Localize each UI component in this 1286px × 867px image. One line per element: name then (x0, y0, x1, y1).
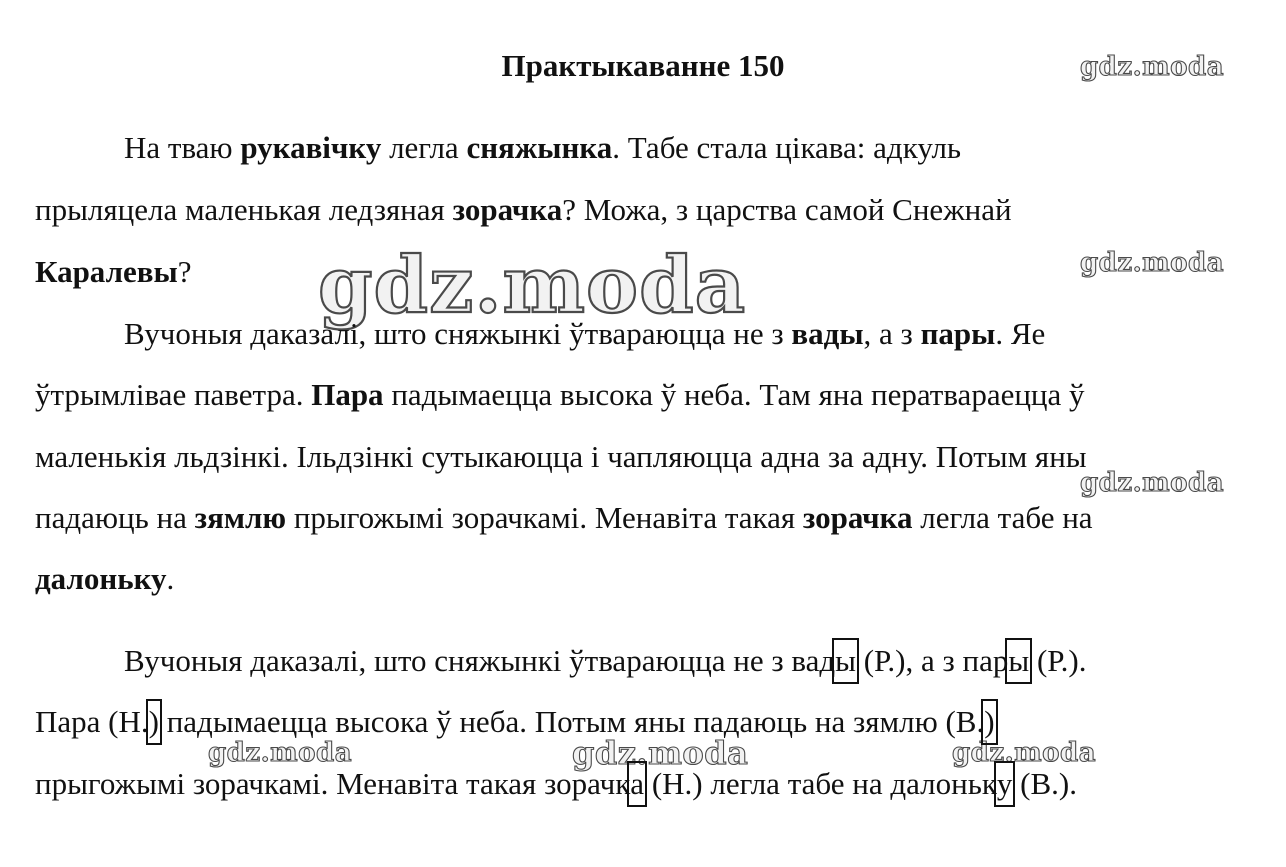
text-run: маленькія льдзінкі. Ільдзінкі сутыкаюцца і чапляюцца адна за адну. Потым яны (35, 439, 1087, 474)
ending-box: у (997, 764, 1013, 804)
text-run: (Р.). (1029, 643, 1087, 678)
text-run: Вучоныя даказалі, што сняжынкі ўтвараюцца не з (124, 316, 792, 351)
text-run: На тваю (124, 130, 241, 165)
paragraph-2-line-1 (124, 314, 1045, 354)
bold-word: пары (920, 316, 996, 351)
watermark-logo: gdz.moda (1080, 248, 1225, 278)
text-run: (В.). (1012, 766, 1077, 801)
bold-word: зямлю (194, 500, 287, 535)
watermark-logo: gdz.moda (208, 738, 353, 768)
bold-word: зорачка (452, 192, 563, 227)
paragraph-1-line-1 (124, 128, 961, 168)
paragraph-1-line-2 (35, 190, 1012, 230)
text-run: ? (177, 254, 192, 289)
bold-word: рукавічку (240, 130, 382, 165)
bold-word: далоньку (35, 561, 167, 596)
text-run: ўтрымлівае паветра. (35, 377, 312, 412)
text-run: (Р.), а з пар (855, 643, 1009, 678)
ending-box: ы (835, 641, 856, 681)
text-run: прыгожымі зорачкамі. Менавіта такая (286, 500, 803, 535)
paragraph-1-line-3 (35, 252, 191, 292)
bold-word: Пара (311, 377, 384, 412)
text-run: Вучоныя даказалі, што сняжынкі ўтвараюцца не з вад (124, 643, 836, 678)
paragraph-2-line-5 (35, 559, 174, 599)
text-run: падымаецца высока ў неба. Потым яны падаюць на зямлю (В (158, 704, 977, 739)
page-title: Практыкаванне 150 (501, 48, 785, 83)
text-run: . Яе (995, 316, 1046, 351)
ending-box: ) (984, 702, 994, 742)
bold-word: Каралевы (35, 254, 178, 289)
text-run: (Н.) легла табе на далоньк (644, 766, 997, 801)
text-run: падымаецца высока ў неба. Там яна ператвараецца ў (383, 377, 1085, 412)
text-run: . (166, 561, 175, 596)
bold-word: зорачка (802, 500, 913, 535)
text-run: . (976, 704, 985, 739)
text-run: падаюць на (35, 500, 195, 535)
ending-box: а (630, 764, 644, 804)
text-run: , а з (863, 316, 921, 351)
text-run: легла табе на (912, 500, 1093, 535)
watermark-logo: gdz.moda (1080, 52, 1225, 82)
bold-word: вады (791, 316, 864, 351)
ending-box: ) (149, 702, 159, 742)
text-run: ? Можа, з царства самой Снежнай (562, 192, 1012, 227)
bold-word: сняжынка (466, 130, 613, 165)
text-run: прыляцела маленькая ледзяная (35, 192, 453, 227)
text-run: . Табе стала цікава: адкуль (612, 130, 962, 165)
text-run: Пара (Н. (35, 704, 149, 739)
paragraph-3-line-1 (124, 641, 1086, 681)
text-run: легла (381, 130, 467, 165)
paragraph-2-line-4 (35, 498, 1093, 538)
ending-box: ы (1008, 641, 1029, 681)
paragraph-3-line-3 (35, 764, 1077, 804)
text-run: прыгожымі зорачкамі. Менавіта такая зорачк (35, 766, 631, 801)
watermark-logo: gdz.moda (952, 738, 1097, 768)
paragraph-3-line-2 (35, 702, 995, 742)
watermark-logo: gdz.moda (572, 734, 749, 772)
paragraph-2-line-2 (35, 375, 1085, 415)
watermark-logo: gdz.moda (1080, 468, 1225, 498)
paragraph-2-line-3 (35, 437, 1087, 477)
watermark-logo-large: gdz.moda (318, 240, 747, 331)
